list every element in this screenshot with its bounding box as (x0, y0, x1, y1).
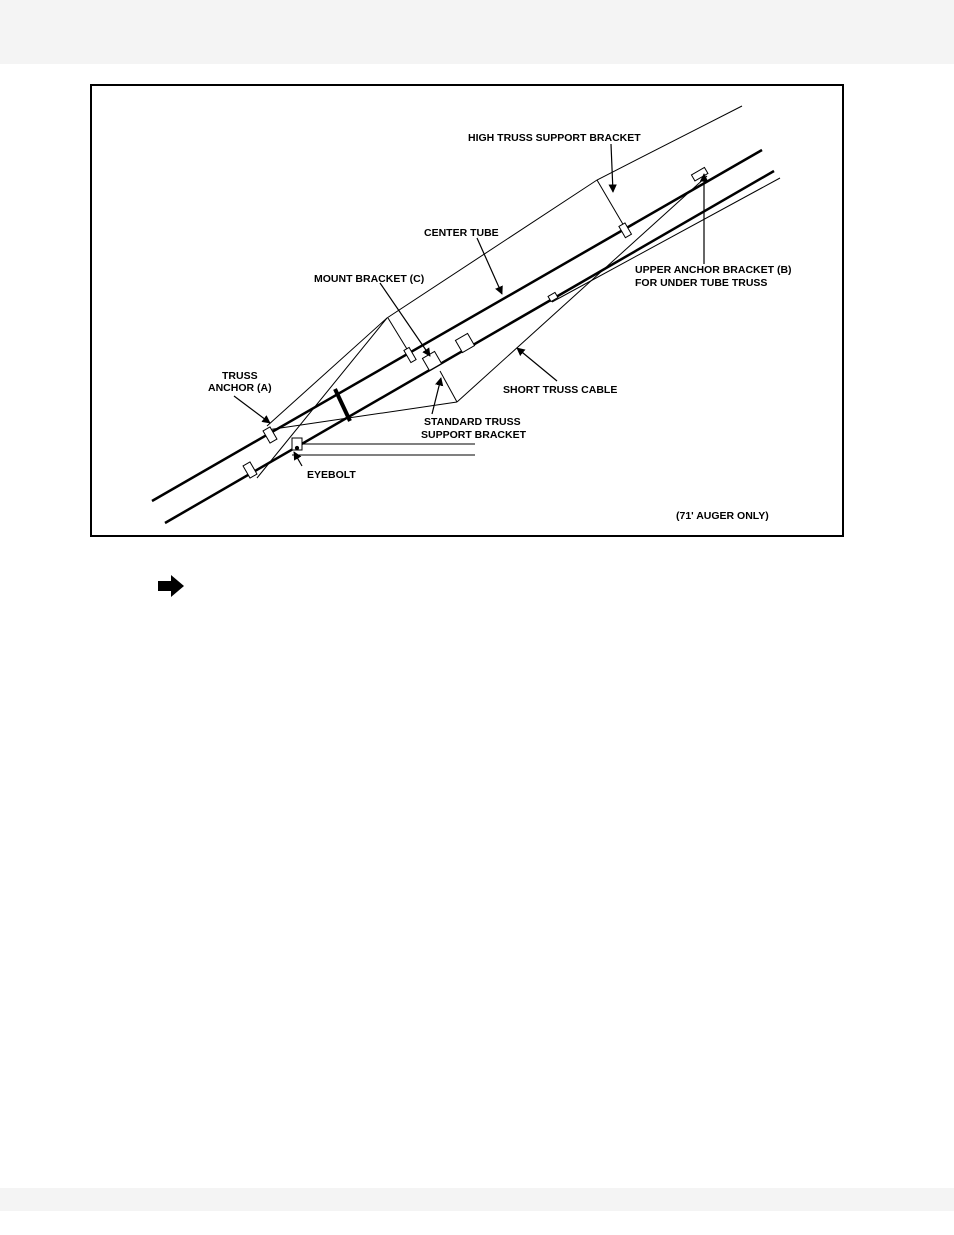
standard-truss-support-bracket (422, 351, 441, 370)
label-truss-anchor-line1: TRUSS (222, 370, 258, 382)
eyebolt (295, 446, 298, 449)
arrow-center-tube (477, 238, 502, 294)
bottom-band (0, 1188, 954, 1211)
truss-diagram (92, 86, 842, 535)
center-tube-line (152, 150, 762, 501)
label-upper-anchor-bracket-line2: FOR UNDER TUBE TRUSS (635, 277, 768, 289)
label-high-truss-support-bracket: HIGH TRUSS SUPPORT BRACKET (468, 132, 641, 144)
arrow-short-truss-cable (517, 348, 557, 381)
tube-clamp-block (455, 333, 474, 352)
arrow-standard-bracket (432, 378, 441, 414)
label-auger-note: (71' AUGER ONLY) (676, 510, 769, 522)
upper-anchor-bracket-b (691, 167, 707, 181)
label-eyebolt: EYEBOLT (307, 469, 356, 481)
label-truss-anchor-line2: ANCHOR (A) (208, 382, 272, 394)
label-upper-anchor-bracket-line1: UPPER ANCHOR BRACKET (B) (635, 264, 792, 276)
top-band (0, 0, 954, 64)
arrow-high-truss (611, 144, 613, 192)
arrow-eyebolt (294, 452, 302, 466)
label-center-tube: CENTER TUBE (424, 227, 499, 239)
standard-bracket-strut (440, 371, 457, 402)
label-short-truss-cable: SHORT TRUSS CABLE (503, 384, 618, 396)
label-standard-truss-line1: STANDARD TRUSS (424, 416, 521, 428)
mount-cable (257, 318, 387, 478)
short-truss-cable (457, 176, 707, 402)
label-mount-bracket-c: MOUNT BRACKET (C) (314, 273, 425, 285)
tube-band (335, 389, 350, 421)
arrow-truss-anchor (234, 396, 270, 423)
truss-diagram-figure (90, 84, 844, 537)
high-truss-strut (597, 180, 624, 226)
label-standard-truss-line2: SUPPORT BRACKET (421, 429, 527, 441)
right-arrow-icon (156, 574, 186, 598)
